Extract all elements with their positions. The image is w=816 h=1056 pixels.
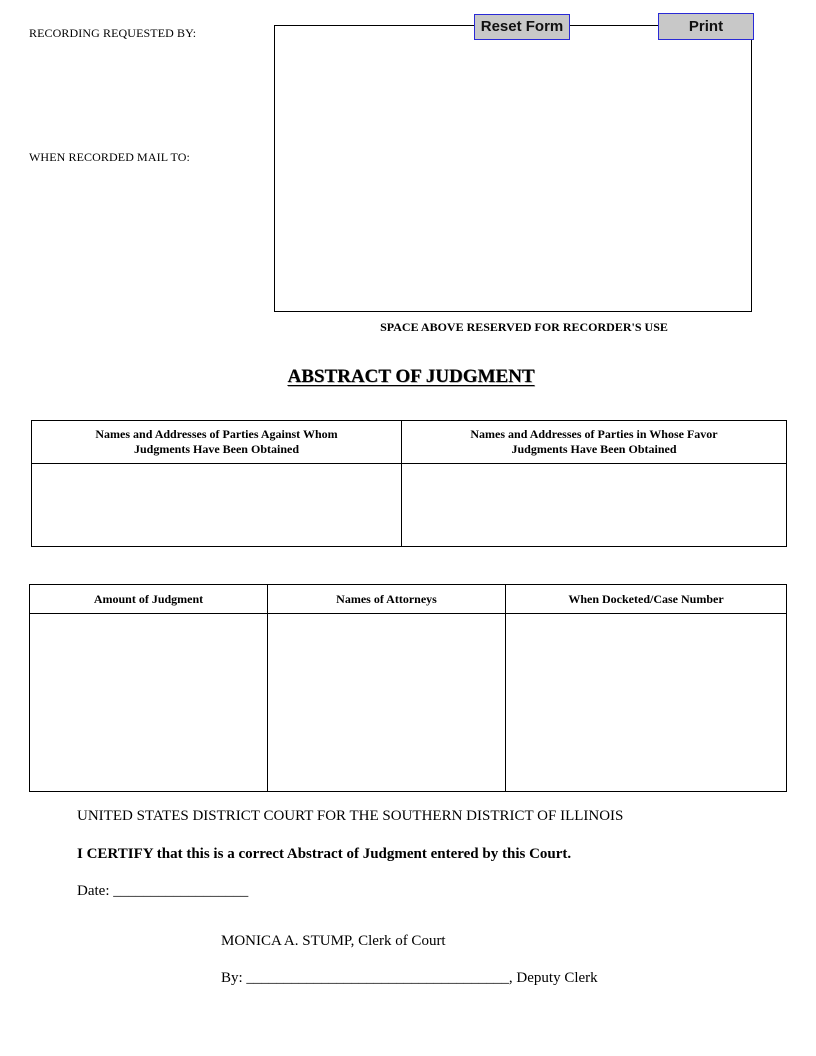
print-button[interactable]: Print xyxy=(658,13,754,40)
deputy-clerk-signature-line[interactable]: By: ___________________________________, Deputy Clerk xyxy=(221,970,598,986)
parties-favor-field[interactable] xyxy=(402,464,787,547)
when-recorded-mail-to-label: WHEN RECORDED MAIL TO: xyxy=(29,150,190,164)
certification-statement: I CERTIFY that this is a correct Abstract of Judgment entered by this Court. xyxy=(77,846,572,862)
judgment-table xyxy=(29,584,787,792)
document-title: ABSTRACT OF JUDGMENT xyxy=(287,366,535,387)
parties-favor-header-line1: Names and Addresses of Parties in Whose Favor xyxy=(470,427,718,441)
reset-form-button[interactable]: Reset Form xyxy=(474,14,570,40)
parties-against-field[interactable] xyxy=(32,464,402,547)
parties-table xyxy=(31,420,787,547)
amount-of-judgment-header: Amount of Judgment xyxy=(30,585,268,614)
names-of-attorneys-value[interactable] xyxy=(268,614,505,791)
recorder-space-caption: SPACE ABOVE RESERVED FOR RECORDER'S USE xyxy=(380,320,668,334)
parties-favor-header-line2: Judgments Have Been Obtained xyxy=(511,442,677,456)
amount-of-judgment-field[interactable] xyxy=(30,614,268,792)
recording-requested-by-label: RECORDING REQUESTED BY: xyxy=(29,26,197,40)
parties-favor-header xyxy=(402,421,787,464)
parties-favor-value[interactable] xyxy=(402,464,786,546)
amount-of-judgment-value[interactable] xyxy=(30,614,267,791)
when-docketed-value[interactable] xyxy=(506,614,786,791)
recorder-use-box xyxy=(274,25,752,312)
parties-against-header-line1: Names and Addresses of Parties Against Whom xyxy=(95,427,338,441)
date-line[interactable]: Date: __________________ xyxy=(77,883,249,899)
court-name: UNITED STATES DISTRICT COURT FOR THE SOUTHERN DISTRICT OF ILLINOIS xyxy=(77,808,624,824)
names-of-attorneys-field[interactable] xyxy=(268,614,506,792)
names-of-attorneys-header: Names of Attorneys xyxy=(268,585,506,614)
parties-against-header-line2: Judgments Have Been Obtained xyxy=(133,442,299,456)
when-docketed-header: When Docketed/Case Number xyxy=(506,585,787,614)
when-docketed-field[interactable] xyxy=(506,614,787,792)
parties-against-header xyxy=(32,421,402,464)
clerk-of-court: MONICA A. STUMP, Clerk of Court xyxy=(221,933,446,949)
parties-against-value[interactable] xyxy=(32,464,401,546)
